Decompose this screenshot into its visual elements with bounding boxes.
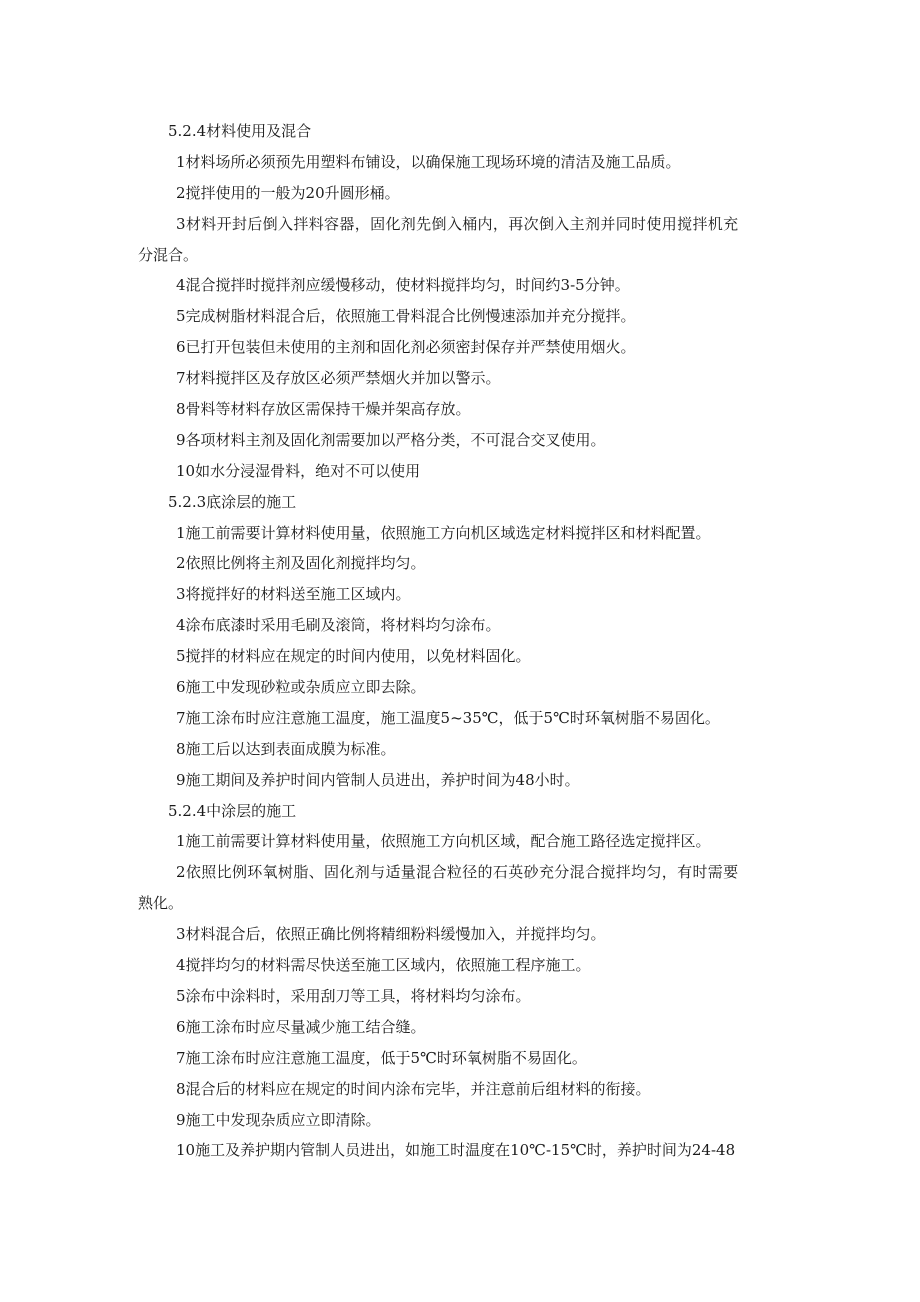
list-item: 6施工涂布时应尽量减少施工结合缝。 — [176, 1017, 426, 1036]
list-item: 8骨料等材料存放区需保持干燥并架高存放。 — [176, 400, 471, 419]
list-item: 8混合后的材料应在规定的时间内涂布完毕，并注意前后组材料的衔接。 — [176, 1079, 651, 1098]
section-heading: 5.2.4中涂层的施工 — [168, 801, 297, 820]
list-item: 7施工涂布时应注意施工温度，低于5℃时环氧树脂不易固化。 — [176, 1048, 587, 1067]
list-item: 3材料混合后，依照正确比例将精细粉料缓慢加入，并搅拌均匀。 — [176, 925, 606, 944]
list-item: 1施工前需要计算材料使用量，依照施工方向机区域，配合施工路径选定搅拌区。 — [176, 832, 711, 851]
list-item: 6施工中发现砂粒或杂质应立即去除。 — [176, 678, 426, 697]
section-heading: 5.2.4材料使用及混合 — [168, 122, 312, 140]
list-item: 4混合搅拌时搅拌剂应缓慢移动，使材料搅拌均匀，时间约3-5分钟。 — [176, 276, 630, 295]
list-item: 3材料开封后倒入拌料容器，固化剂先倒入桶内，再次倒入主剂并同时使用搅拌机充 — [176, 214, 739, 233]
list-item: 10如水分浸湿骨料，绝对不可以使用 — [176, 461, 421, 480]
list-item-continuation: 分混合。 — [138, 245, 199, 264]
list-item: 2搅拌使用的一般为20升圆形桶。 — [176, 183, 400, 202]
list-item: 8施工后以达到表面成膜为标准。 — [176, 739, 396, 758]
list-item: 7施工涂布时应注意施工温度，施工温度5~35℃，低于5℃时环氧树脂不易固化。 — [176, 708, 720, 727]
document-body — [138, 116, 788, 1166]
list-item: 5完成树脂材料混合后，依照施工骨料混合比例慢速添加并充分搅拌。 — [176, 307, 636, 326]
list-item: 2依照比例环氧树脂、固化剂与适量混合粒径的石英砂充分混合搅拌均匀，有时需要 — [176, 863, 739, 882]
list-item: 6已打开包装但未使用的主剂和固化剂必须密封保存并严禁使用烟火。 — [176, 338, 636, 357]
list-item: 1施工前需要计算材料使用量，依照施工方向机区域选定材料搅拌区和材料配置。 — [176, 523, 711, 542]
list-item: 2依照比例将主剂及固化剂搅拌均匀。 — [176, 554, 426, 573]
section-heading: 5.2.3底涂层的施工 — [168, 492, 297, 511]
list-item: 4涂布底漆时采用毛刷及滚筒，将材料均匀涂布。 — [176, 616, 501, 635]
list-item: 5涂布中涂料时，采用刮刀等工具，将材料均匀涂布。 — [176, 986, 531, 1005]
list-item: 7材料搅拌区及存放区必须严禁烟火并加以警示。 — [176, 369, 501, 388]
list-item: 9各项材料主剂及固化剂需要加以严格分类，不可混合交叉使用。 — [176, 430, 606, 449]
list-item: 4搅拌均匀的材料需尽快送至施工区域内，依照施工程序施工。 — [176, 956, 591, 975]
list-item: 9施工中发现杂质应立即清除。 — [176, 1110, 381, 1129]
list-item: 1材料场所必须预先用塑料布铺设，以确保施工现场环境的清洁及施工品质。 — [176, 152, 681, 171]
list-item: 10施工及养护期内管制人员进出，如施工时温度在10℃-15℃时，养护时间为24-48 — [176, 1141, 736, 1160]
list-item-continuation: 熟化。 — [138, 894, 184, 913]
list-item: 3将搅拌好的材料送至施工区域内。 — [176, 585, 411, 604]
list-item: 9施工期间及养护时间内管制人员进出，养护时间为48小时。 — [176, 770, 580, 789]
list-item: 5搅拌的材料应在规定的时间内使用，以免材料固化。 — [176, 647, 531, 666]
